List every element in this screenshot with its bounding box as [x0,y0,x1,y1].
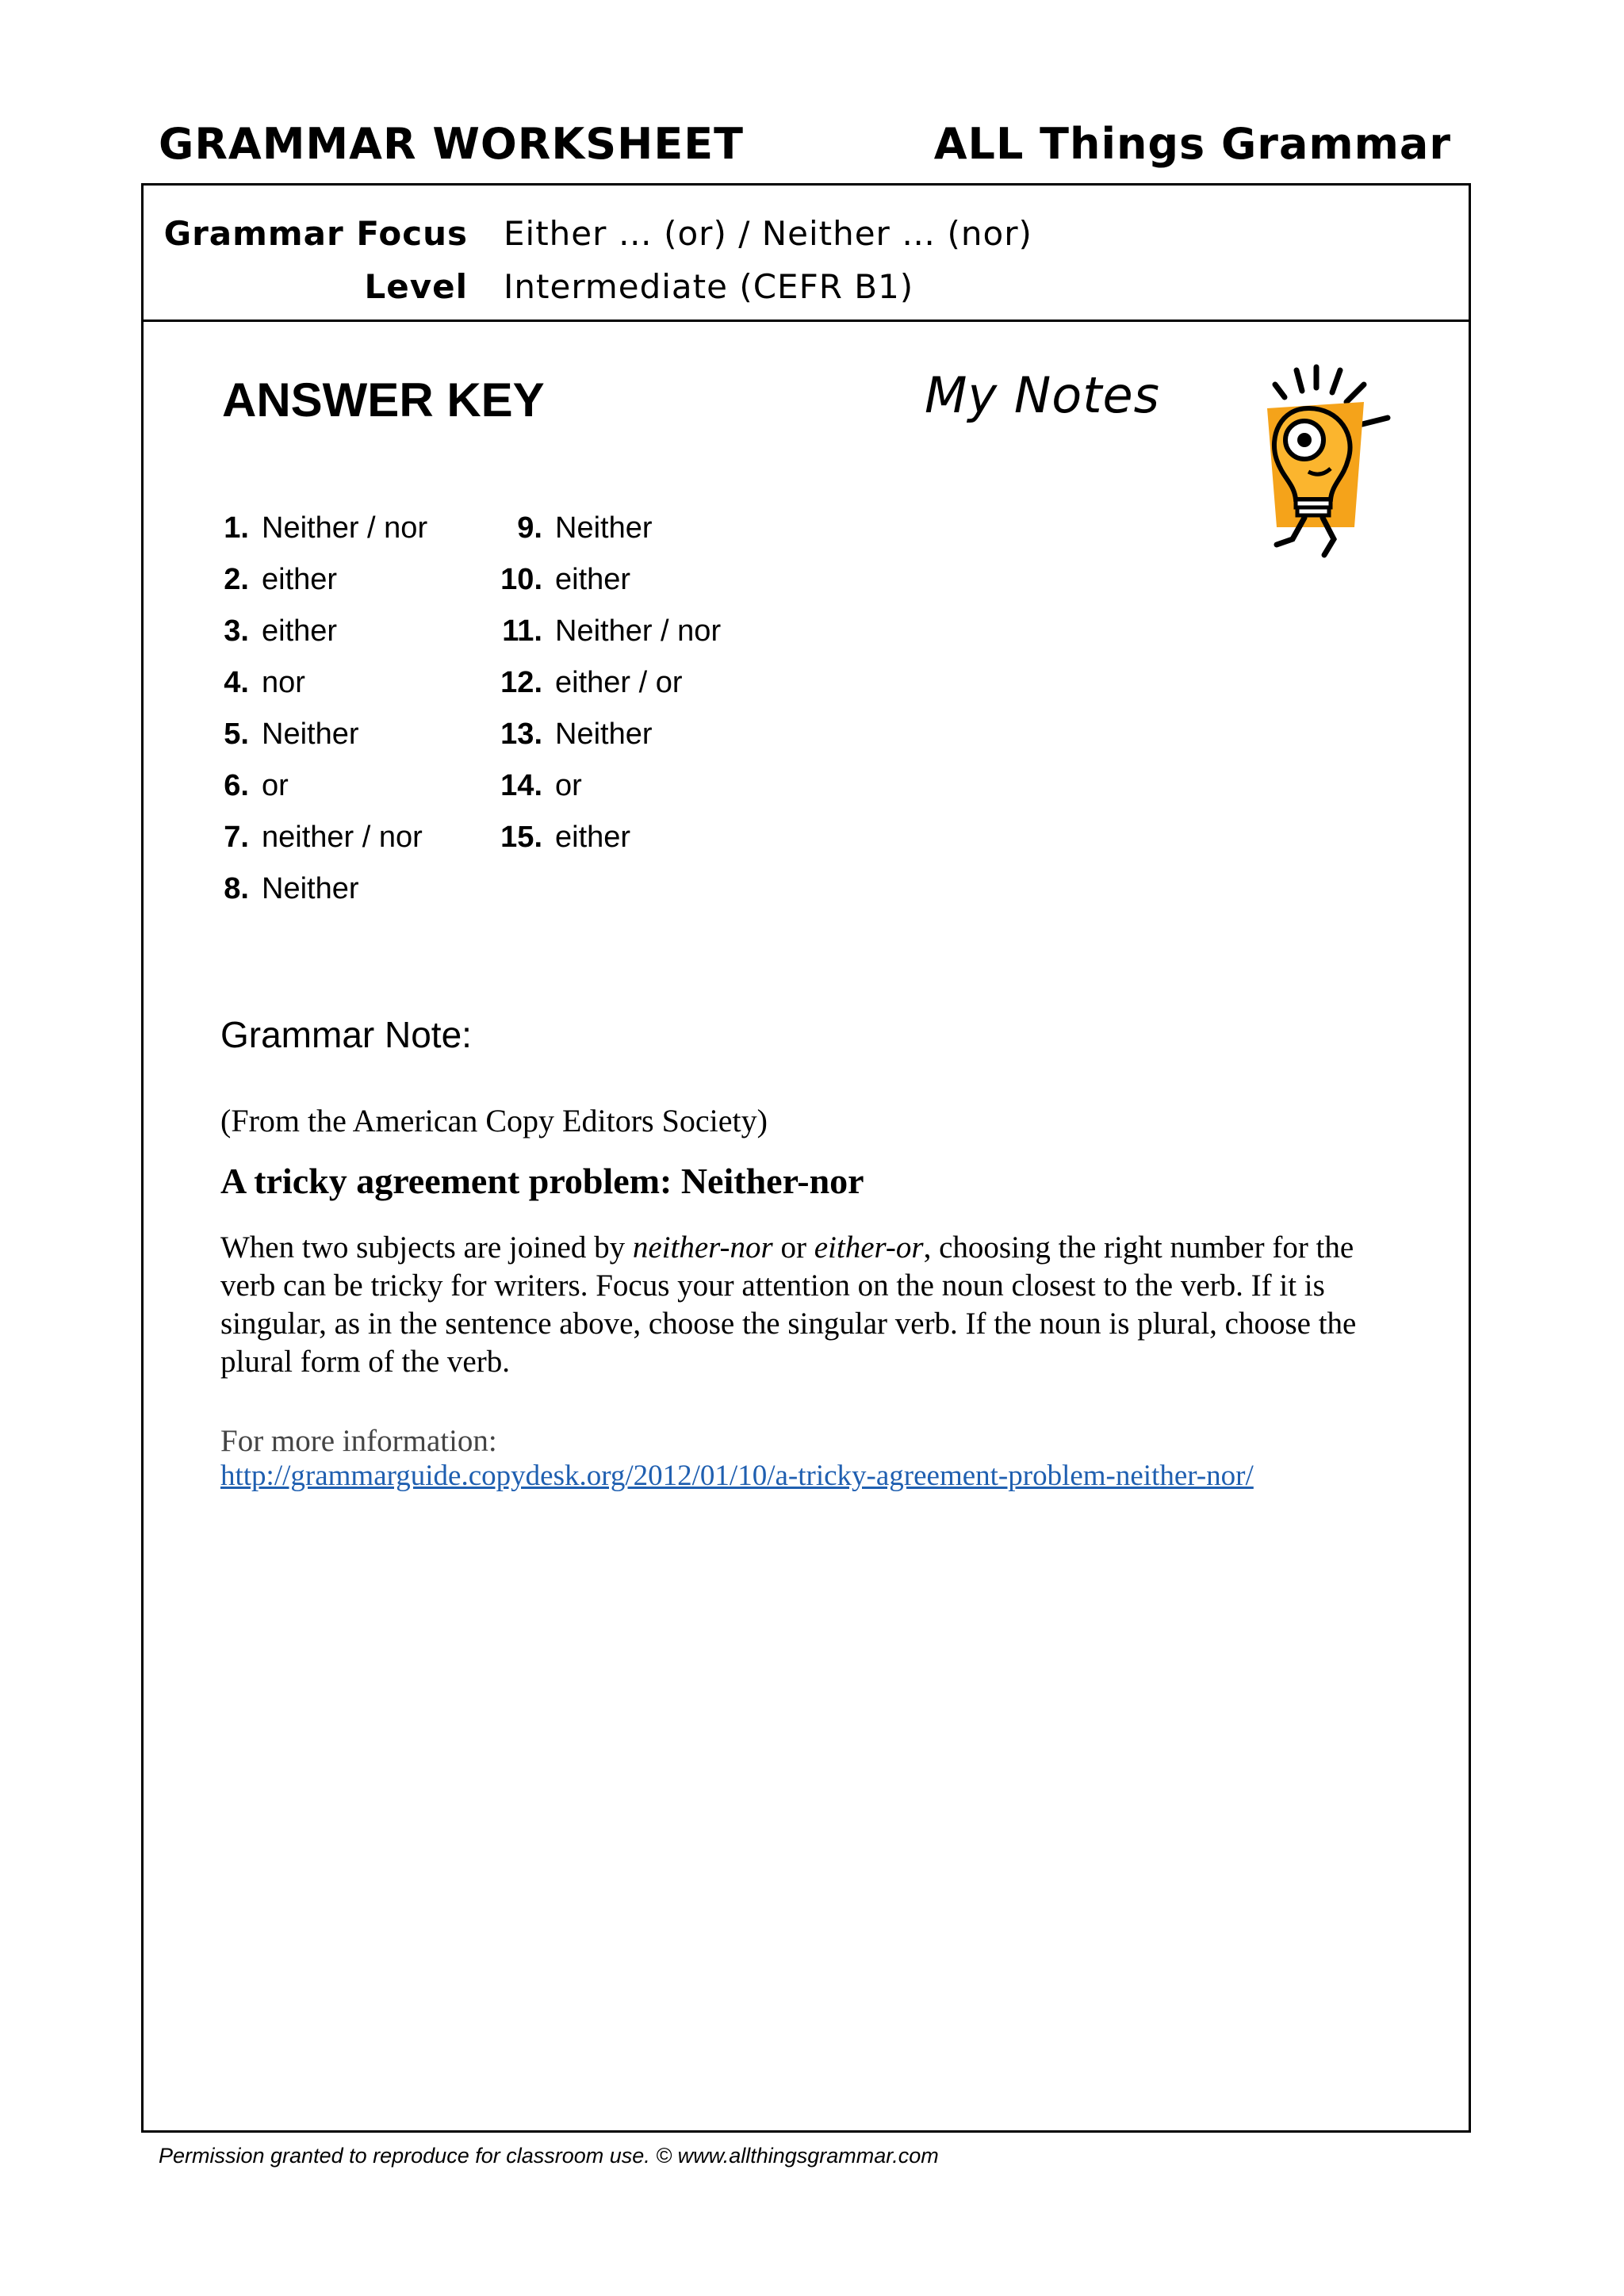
level-value: Intermediate (CEFR B1) [504,267,914,306]
answer-item: 15. either [500,821,631,854]
answer-item: 1. Neither / nor [224,511,428,545]
note-body: When two subjects are joined by neither-nor or either-or, choosing the right number for the verb can be tricky for writers. Focus your attention on the noun closest to the verb. If it is singular, as in the sentence above, choose the singular verb. If the noun is plural, choose the plural form of the verb. [220,1230,1357,1379]
reference-link[interactable]: http://grammarguide.copydesk.org/2012/01/10/a-tricky-agreement-problem-neither-nor/ [220,1460,1254,1492]
focus-row [144,214,1469,262]
grammar-note-heading: Grammar Note: [220,1014,472,1055]
article-title: A tricky agreement problem: Neither-nor [220,1161,864,1201]
my-notes-label: My Notes [925,366,1160,424]
note-source: (From the American Copy Editors Society) [220,1103,768,1138]
answer-item: 6. or [224,769,289,802]
footer-permission: Permission granted to reproduce for classroom use. © www.allthingsgrammar.com [159,2144,939,2168]
lightbulb-icon [1261,361,1404,567]
level-row [144,267,1469,315]
answer-item: 14. or [500,769,582,802]
answer-item: 13. Neither [500,718,653,751]
answer-item: 11. Neither / nor [502,614,722,648]
answer-item: 4. nor [224,666,305,699]
answer-item: 7. neither / nor [224,821,423,854]
answer-item: 8. Neither [224,872,359,905]
more-info-label: For more information: [220,1424,497,1458]
answer-item: 3. either [224,614,338,648]
brand-title: ALL Things Grammar [933,119,1451,169]
focus-value: Either … (or) / Neither … (nor) [504,214,1032,253]
page-header [159,119,1451,174]
info-box [144,186,1469,322]
focus-label: Grammar Focus [163,214,468,253]
answer-key-title: ANSWER KEY [222,373,545,427]
answer-item: 9. Neither [517,511,653,545]
answer-item: 2. either [224,563,338,596]
level-label: Level [364,267,468,306]
answer-item: 10. either [500,563,631,596]
answer-item: 12. either / or [500,666,683,699]
worksheet-title: GRAMMAR WORKSHEET [159,119,744,169]
answer-item: 5. Neither [224,718,359,751]
